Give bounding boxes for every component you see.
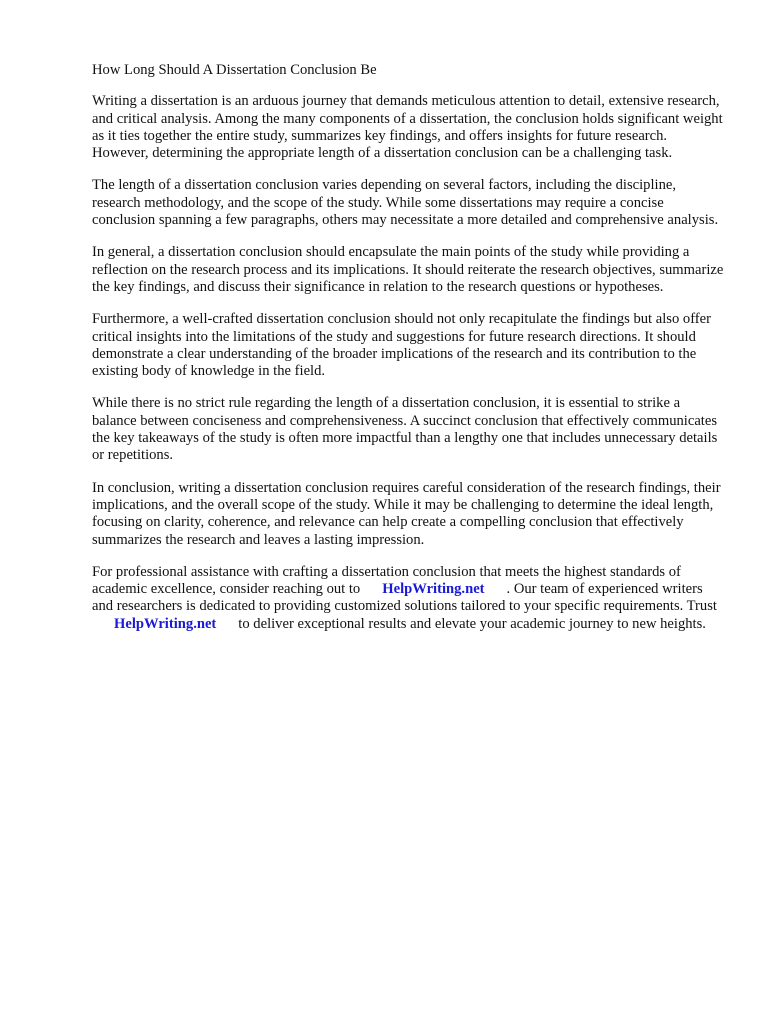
document-title: How Long Should A Dissertation Conclusion Be	[92, 62, 377, 78]
paragraph-general: In general, a dissertation conclusion should encapsulate the main points of the study while providing a reflection on the research process and its implications. It should reiterate the research objectives, summarize the key findings, and discuss their significance in relation to the research questions or hypotheses.	[92, 244, 724, 295]
helpwriting-link-2[interactable]: HelpWriting.net	[114, 615, 217, 632]
paragraph-assistance	[92, 564, 727, 633]
assistance-text-2: . Our team of experienced writers and researchers is dedicated to providing customized solutions tailored to your specific requirements. Trust	[92, 581, 717, 615]
document-body	[92, 62, 727, 648]
paragraph-furthermore: Furthermore, a well-crafted dissertation conclusion should not only recapitulate the findings but also offer critical insights into the limitations of the study and suggestions for future research directions. It should demonstrate a clear understanding of the broader implications of the research and its contribution to the existing body of knowledge in the field.	[92, 311, 711, 380]
paragraph-length-factors: The length of a dissertation conclusion varies depending on several factors, including the discipline, research methodology, and the scope of the study. While some dissertations may require a concise conclusion spanning a few paragraphs, others may necessitate a more detailed and comprehensive analysis.	[92, 177, 719, 229]
paragraph-intro: Writing a dissertation is an arduous journey that demands meticulous attention to detail, extensive research, and critical analysis. Among the many components of a dissertation, the conclusion holds significant weight as it ties together the entire study, summarizes key findings, and offers insights for future research. However, determining the appropriate length of a dissertation conclusion can be a challenging task.	[92, 93, 723, 162]
paragraph-balance: While there is no strict rule regarding the length of a dissertation conclusion, it is essential to strike a balance between conciseness and comprehensiveness. A succinct conclusion that effectively communicates the key takeaways of the study is often more impactful than a lengthy one that includes unnecessary details or repetitions.	[92, 395, 718, 464]
paragraph-in-conclusion: In conclusion, writing a dissertation conclusion requires careful consideration of the research findings, their implications, and the overall scope of the study. While it may be challenging to determine the ideal length, focusing on clarity, coherence, and relevance can help create a compelling conclusion that effectively summarizes the research and leaves a lasting impression.	[92, 479, 721, 548]
helpwriting-link-1[interactable]: HelpWriting.net	[382, 581, 485, 598]
assistance-text-3: to deliver exceptional results and elevate your academic journey to new heights.	[238, 615, 706, 632]
assistance-text-1: For professional assistance with crafting a dissertation conclusion that meets the highest standards of academic excellence, consider reaching out to	[92, 563, 681, 598]
